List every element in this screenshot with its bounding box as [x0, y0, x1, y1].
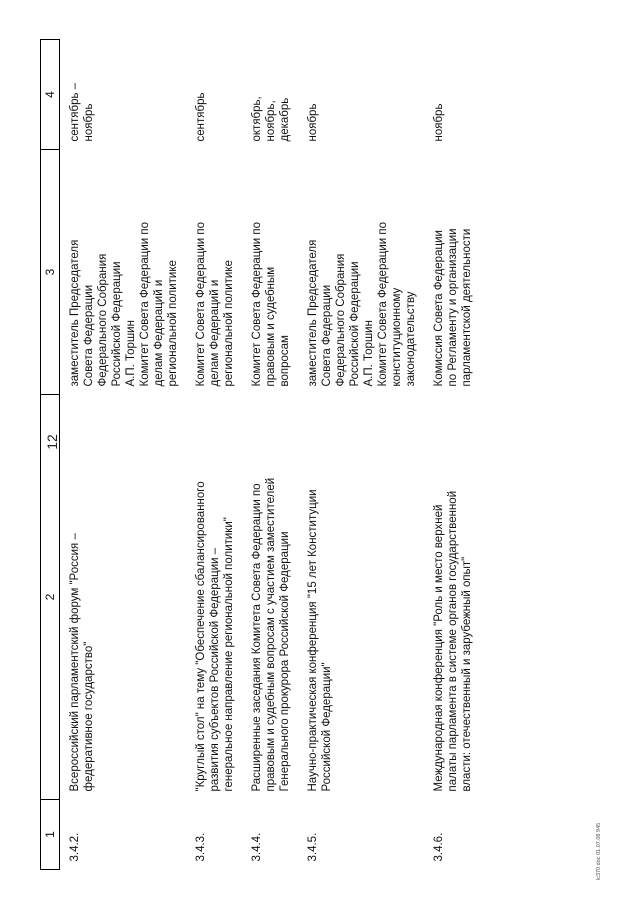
table-row [186, 40, 242, 870]
responsible: Комиссия Совета Федерации по Регламенту и организации парламентской деятельности [433, 228, 473, 387]
date: ноябрь [433, 103, 445, 142]
event-title: Всероссийский парламентский форум "Россия – федеративное государство" [69, 533, 95, 792]
date: ноябрь [307, 103, 319, 142]
item-number: 3.4.3. [195, 832, 207, 862]
column-header: 1 [41, 800, 60, 870]
responsible: заместитель Председателя Совета Федерации Федерального Собрания Российской Федерации А.П. Торшин Комитет Совета Федерации по делам Федераций и региональной политике [69, 222, 179, 387]
table-row [424, 40, 480, 870]
events-table [40, 39, 480, 870]
table-row [242, 40, 298, 870]
event-title: "Круглый стол" на тему "Обеспечение сбалансированного развития субъектов Российской Федерации – генеральное направление региональной политики" [195, 481, 235, 792]
document-stamp: lc370 doc 01.07.08 945 [596, 822, 602, 880]
responsible: Комитет Совета Федерации по делам Федераций и региональной политике [195, 222, 235, 387]
column-header: 4 [41, 40, 60, 150]
page-number: 12 [44, 434, 60, 450]
event-title: Международная конференция "Роль и место верхней палаты парламента в системе органов государственной власти: отечественный и зарубежный опыт" [433, 490, 473, 792]
item-number: 3.4.2. [69, 832, 81, 862]
item-number: 3.4.6. [433, 832, 445, 862]
date: сентябрь [195, 92, 207, 142]
date: октябрь, ноябрь, декабрь [251, 96, 291, 142]
column-header: 2 [41, 395, 60, 800]
column-header: 3 [41, 150, 60, 395]
item-number: 3.4.5. [307, 832, 319, 862]
event-title: Расширенные заседания Комитета Совета Федерации по правовым и судебным вопросам с участием заместителей Генерального прокурора Российской Федерации [251, 477, 291, 792]
table-row [298, 40, 424, 870]
event-title: Научно-практическая конференция "15 лет Конституции Российской Федерации" [307, 489, 333, 792]
item-number: 3.4.4. [251, 832, 263, 862]
header-row [41, 40, 60, 870]
responsible: Комитет Совета Федерации по правовым и судебным вопросам [251, 222, 291, 387]
responsible: заместитель Председателя Совета Федерации Федерального Собрания Российской Федерации А.П. Торшин Комитет Совета Федерации по конституционному законодательству [307, 222, 417, 387]
date: сентябрь – ноябрь [69, 82, 95, 142]
table-row [60, 40, 187, 870]
